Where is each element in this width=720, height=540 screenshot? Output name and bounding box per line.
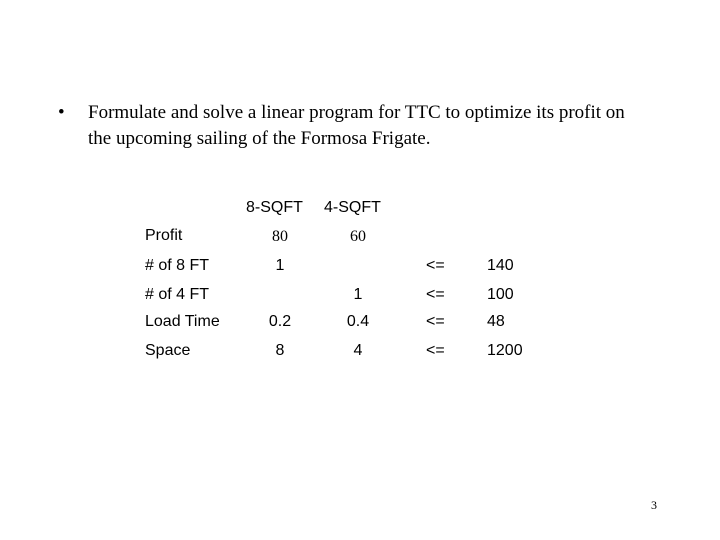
bullet-line-2: the upcoming sailing of the Formosa Frigate. [88,128,431,149]
header-8-sqft: 8-SQFT [246,199,303,216]
8ft-rhs: 140 [487,257,514,274]
space-8-sqft: 8 [275,342,285,359]
load-time-rhs: 48 [487,313,505,330]
page-number: 3 [651,498,657,512]
bullet-marker: • [58,102,65,123]
load-time-operator: <= [426,313,445,330]
header-4-sqft: 4-SQFT [324,199,381,216]
4ft-rhs: 100 [487,286,514,303]
4ft-4-sqft: 1 [353,286,363,303]
row-label-4ft: # of 4 FT [145,286,210,303]
space-4-sqft: 4 [353,342,363,359]
load-time-4-sqft: 0.4 [346,313,370,330]
load-time-8-sqft: 0.2 [268,313,292,330]
row-label-profit: Profit [145,227,183,244]
8ft-8-sqft: 1 [275,257,285,274]
profit-8-sqft: 80 [272,228,288,245]
row-label-load-time: Load Time [145,313,220,330]
space-rhs: 1200 [487,342,523,359]
space-operator: <= [426,342,445,359]
4ft-operator: <= [426,286,445,303]
bullet-line-1: Formulate and solve a linear program for TTC to optimize its profit on [88,102,625,123]
8ft-operator: <= [426,257,445,274]
row-label-8ft: # of 8 FT [145,257,210,274]
profit-4-sqft: 60 [350,228,366,245]
row-label-space: Space [145,342,191,359]
